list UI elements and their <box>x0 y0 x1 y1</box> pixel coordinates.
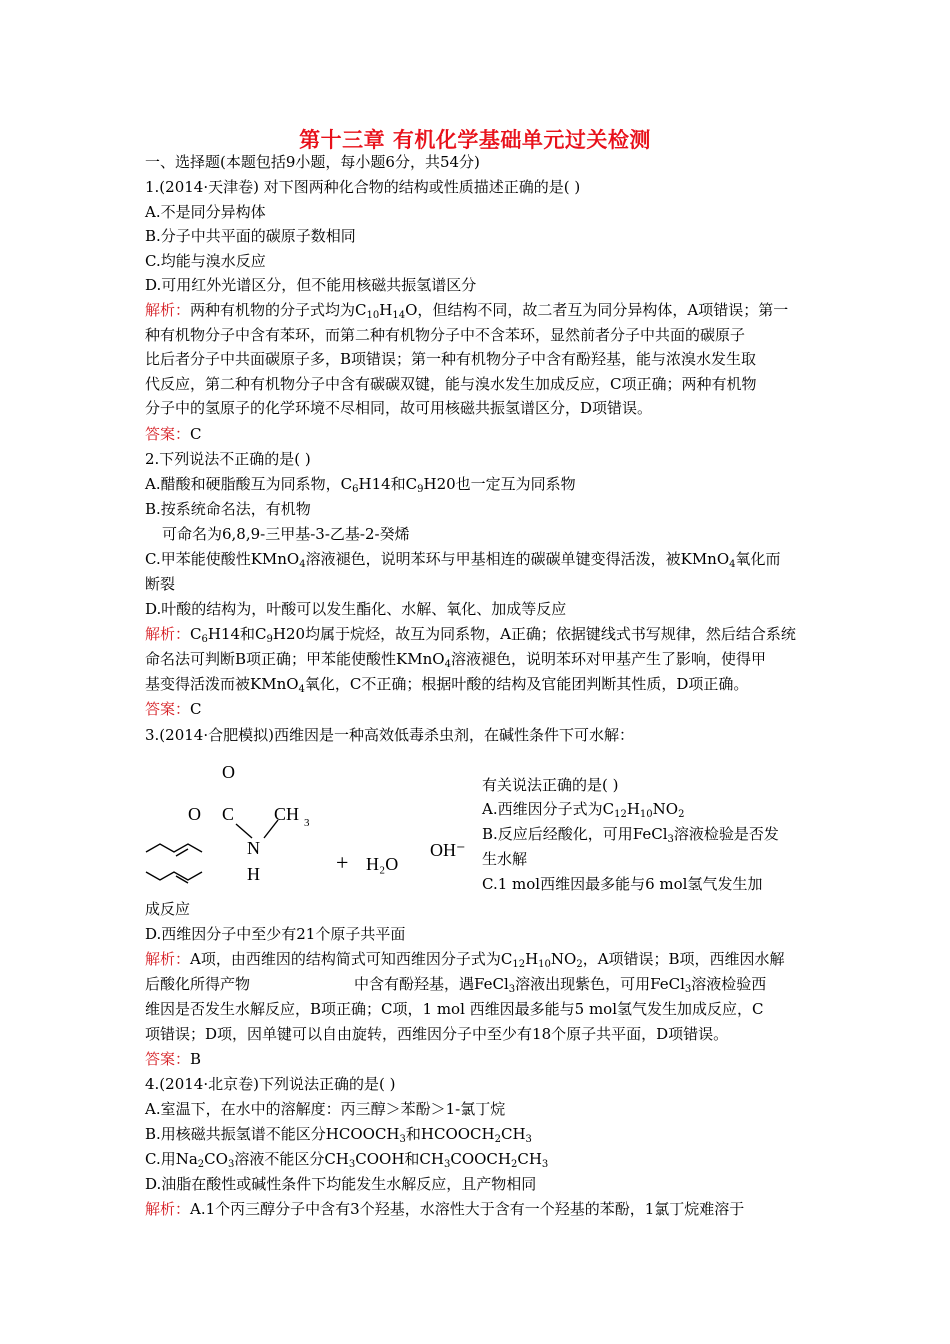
question-1-option-b: B.分子中共平面的碳原子数相同 <box>145 227 356 245</box>
question-1-option-d: D.可用红外光谱区分，但不能用核磁共振氢谱区分 <box>145 276 477 294</box>
question-2-answer: 答案：C <box>145 700 202 718</box>
question-4-option-c: C.用$Na_2CO_3$溶液不能区分$CH_3COOH$和$CH_3COOCH_2CH_3$ <box>145 1150 549 1170</box>
plus-sign: + <box>336 850 349 875</box>
question-1-option-a: A.不是同分异构体 <box>145 203 266 221</box>
question-3-option-b: B.反应后经酸化，可用FeCl$_3$溶液检验是否发 <box>482 825 779 845</box>
question-1-analysis-line: 分子中的氢原子的化学环境不尽相同，故可用核磁共振氢谱区分，D项错误。 <box>145 399 653 417</box>
carbon-label: C <box>222 804 235 824</box>
question-2-option-b-cont: 可命名为6,8,9-三甲基-3-乙基-2-癸烯 <box>162 525 410 543</box>
question-2-analysis-line: 命名法可判断B项正确；甲苯能使酸性KMnO$_4$溶液褪色，说明苯环对甲基产生了影响，使得甲 <box>145 650 766 670</box>
analysis-label: 解析： <box>145 301 191 319</box>
oxygen-label-top: O <box>222 762 235 782</box>
question-4-option-a: A.室温下，在水中的溶解度：丙三醇＞苯酚＞1-氯丁烷 <box>145 1100 506 1118</box>
question-1-analysis-line: 解析：两种有机物的分子式均为$C_{10}H_{14}O$，但结构不同，故二者互为同分异构体，A项错误；第一 <box>145 301 789 321</box>
question-1-answer: 答案：C <box>145 425 202 443</box>
page-title: 第十三章 有机化学基础单元过关检测 <box>299 127 651 152</box>
water-label: H₂O <box>366 854 399 874</box>
question-3-stem: 3.(2014·合肥模拟)西维因是一种高效低毒杀虫剂，在碱性条件下可水解： <box>145 726 634 744</box>
question-2-option-d: D.叶酸的结构为，叶酸可以发生酯化、水解、氧化、加成等反应 <box>145 600 567 618</box>
question-3-analysis-line: 维因是否发生水解反应，B项正确；C项，1 mol 西维因最多能与5 mol氢气发生加成反应，C <box>145 1000 764 1018</box>
hydroxide-label: OH⁻ <box>430 840 466 860</box>
question-2-analysis-line: 解析：$C_6H14$和$C_9H20$均属于烷烃，故互为同系物，A正确；依据键线式书写规律，然后结合系统 <box>145 625 796 645</box>
question-1-analysis-line: 代反应，第二种有机物分子中含有碳碳双键，能与溴水发生加成反应，C项正确；两种有机物 <box>145 375 757 393</box>
question-3-analysis-line: 后酸化所得产物 中含有酚羟基，遇FeCl$_3$溶液出现紫色，可用FeCl$_3$溶液检验西 <box>145 975 767 995</box>
hydrogen-label: H <box>247 864 260 884</box>
question-4-analysis-line: 解析：A.1个丙三醇分子中含有3个羟基，水溶性大于含有一个羟基的苯酚，1氯丁烷难溶于 <box>145 1200 745 1218</box>
question-2-analysis-line: 基变得活泼而被KMnO$_4$氧化，C不正确；根据叶酸的结构及官能团判断其性质，D项正确。 <box>145 675 749 695</box>
question-3-analysis-line: 解析：A项，由西维因的结构简式可知西维因分子式为$C_{12}H_{10}NO_2$，A项错误；B项，西维因水解 <box>145 950 785 970</box>
question-4-option-b: B.用核磁共振氢谱不能区分$HCOOCH_3$和$HCOOCH_2CH_3$ <box>145 1125 532 1145</box>
question-4-stem: 4.(2014·北京卷)下列说法正确的是( ) <box>145 1075 396 1093</box>
question-2-option-c: C.甲苯能使酸性KMnO$_4$溶液褪色，说明苯环与甲基相连的碳碳单键变得活泼，被KMnO$_4$氧化而 <box>145 550 781 570</box>
oxygen-label: O <box>188 804 201 824</box>
section-heading: 一、选择题(本题包括9小题，每小题6分，共54分) <box>145 153 480 171</box>
question-3-option-c: C.1 mol西维因最多能与6 mol氢气发生加 <box>482 875 763 893</box>
question-2-stem: 2.下列说法不正确的是( ) <box>145 450 311 468</box>
question-3-option-d: D.西维因分子中至少有21个原子共平面 <box>145 925 406 943</box>
question-3-answer: 答案：B <box>145 1050 202 1068</box>
question-2-option-a: A.醋酸和硬脂酸互为同系物，$C_6H14$和$C_9H20$也一定互为同系物 <box>145 475 576 495</box>
question-3-option-c-cont: 成反应 <box>145 900 191 918</box>
methyl-subscript: 3 <box>304 817 310 829</box>
question-3-option-a: A.西维因分子式为$C_{12}H_{10}NO_2$ <box>482 800 685 820</box>
question-1-analysis-line: 种有机物分子中含有苯环，而第二种有机物分子中不含苯环，显然前者分子中共面的碳原子 <box>145 326 746 344</box>
question-4-option-d: D.油脂在酸性或碱性条件下均能发生水解反应，且产物相同 <box>145 1175 537 1193</box>
nitrogen-label: N <box>247 838 260 858</box>
question-3-analysis-line: 项错误；D项，因单键可以自由旋转，西维因分子中至少有18个原子共平面，D项错误。 <box>145 1025 729 1043</box>
question-2-option-b: B.按系统命名法，有机物 <box>145 500 311 518</box>
question-1-stem: 1.(2014·天津卷) 对下图两种化合物的结构或性质描述正确的是( ) <box>145 178 581 196</box>
chemical-structure-figure <box>140 756 480 896</box>
methyl-label: CH <box>274 804 300 824</box>
question-2-option-c-cont: 断裂 <box>145 575 176 593</box>
question-3-option-b-cont: 生水解 <box>482 850 528 868</box>
question-1-option-c: C.均能与溴水反应 <box>145 252 266 270</box>
question-3-question: 有关说法正确的是( ) <box>482 776 619 794</box>
question-1-analysis-line: 比后者分子中共面碳原子多，B项错误；第一种有机物分子中含有酚羟基，能与浓溴水发生取 <box>145 350 757 368</box>
